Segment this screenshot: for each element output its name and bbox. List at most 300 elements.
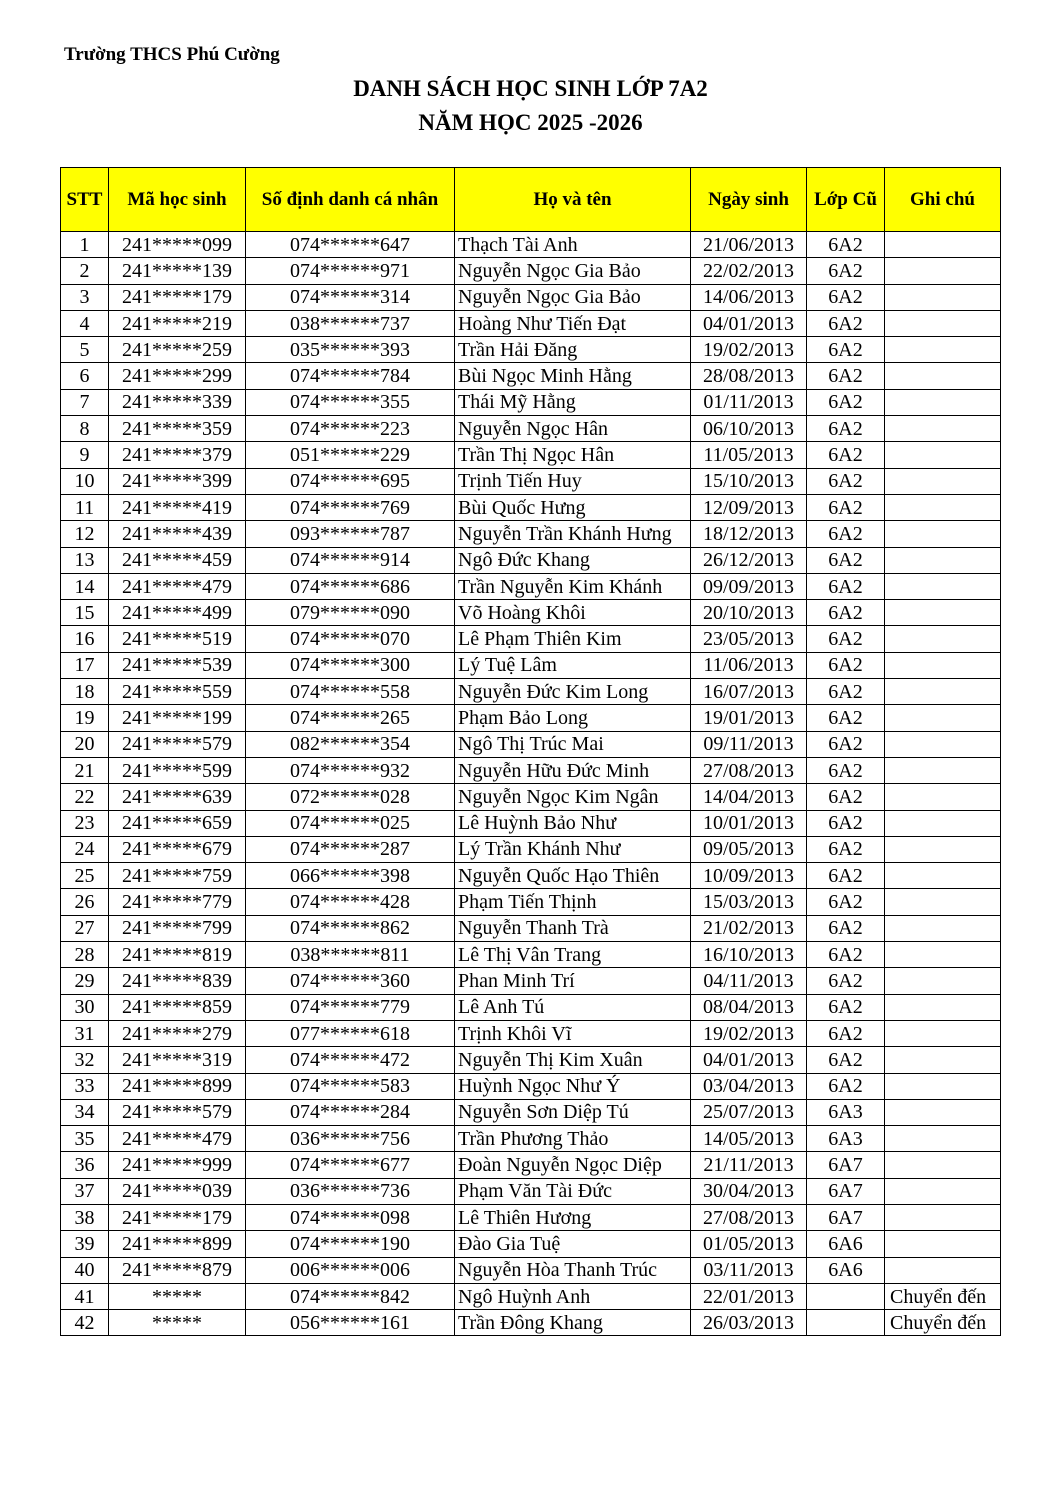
cell-full-name: Lê Thị Vân Trang: [455, 942, 691, 968]
cell-personal-id: 074******695: [246, 468, 455, 494]
cell-note: [885, 416, 1001, 442]
cell-stt: 23: [61, 810, 109, 836]
table-row: [61, 810, 1001, 836]
cell-stt: 28: [61, 942, 109, 968]
cell-full-name: Ngô Huỳnh Anh: [455, 1283, 691, 1309]
cell-personal-id: 074******686: [246, 573, 455, 599]
cell-stt: 19: [61, 705, 109, 731]
cell-full-name: Nguyễn Hữu Đức Minh: [455, 757, 691, 783]
table-row: [61, 389, 1001, 415]
cell-note: [885, 1152, 1001, 1178]
cell-birth-date: 01/05/2013: [691, 1231, 807, 1257]
cell-stt: 16: [61, 626, 109, 652]
cell-old-class: 6A7: [807, 1204, 885, 1230]
cell-birth-date: 21/02/2013: [691, 915, 807, 941]
cell-stt: 35: [61, 1126, 109, 1152]
cell-full-name: Đào Gia Tuệ: [455, 1231, 691, 1257]
cell-note: [885, 705, 1001, 731]
cell-old-class: 6A2: [807, 863, 885, 889]
cell-stt: 12: [61, 521, 109, 547]
table-row: [61, 284, 1001, 310]
table-row: [61, 442, 1001, 468]
cell-stt: 42: [61, 1310, 109, 1336]
table-row: [61, 679, 1001, 705]
table-row: [61, 757, 1001, 783]
cell-personal-id: 074******428: [246, 889, 455, 915]
cell-stt: 6: [61, 363, 109, 389]
cell-note: [885, 1178, 1001, 1204]
cell-birth-date: 16/07/2013: [691, 679, 807, 705]
cell-stt: 26: [61, 889, 109, 915]
cell-student-code: 241*****319: [109, 1047, 246, 1073]
cell-student-code: 241*****279: [109, 1020, 246, 1046]
cell-full-name: Trần Đông Khang: [455, 1310, 691, 1336]
table-row: [61, 1257, 1001, 1283]
cell-student-code: *****: [109, 1310, 246, 1336]
cell-old-class: 6A2: [807, 757, 885, 783]
cell-student-code: 241*****179: [109, 284, 246, 310]
cell-personal-id: 074******472: [246, 1047, 455, 1073]
cell-full-name: Hoàng Như Tiến Đạt: [455, 310, 691, 336]
table-row: [61, 363, 1001, 389]
cell-note: [885, 337, 1001, 363]
table-row: [61, 1152, 1001, 1178]
cell-full-name: Phạm Bảo Long: [455, 705, 691, 731]
table-row: [61, 915, 1001, 941]
cell-student-code: 241*****219: [109, 310, 246, 336]
cell-note: [885, 258, 1001, 284]
cell-personal-id: 036******736: [246, 1178, 455, 1204]
table-row: [61, 705, 1001, 731]
cell-student-code: 241*****479: [109, 573, 246, 599]
cell-full-name: Đoàn Nguyễn Ngọc Diệp: [455, 1152, 691, 1178]
table-row: [61, 310, 1001, 336]
table-row: [61, 942, 1001, 968]
cell-birth-date: 09/05/2013: [691, 836, 807, 862]
cell-note: [885, 1204, 1001, 1230]
cell-full-name: Trần Hải Đăng: [455, 337, 691, 363]
cell-note: [885, 521, 1001, 547]
cell-birth-date: 11/05/2013: [691, 442, 807, 468]
cell-note: [885, 389, 1001, 415]
cell-personal-id: 066******398: [246, 863, 455, 889]
cell-full-name: Trịnh Tiến Huy: [455, 468, 691, 494]
cell-student-code: 241*****419: [109, 494, 246, 520]
cell-student-code: 241*****859: [109, 994, 246, 1020]
cell-birth-date: 06/10/2013: [691, 416, 807, 442]
cell-personal-id: 051******229: [246, 442, 455, 468]
cell-birth-date: 03/11/2013: [691, 1257, 807, 1283]
table-row: [61, 731, 1001, 757]
cell-full-name: Phan Minh Trí: [455, 968, 691, 994]
cell-note: [885, 1073, 1001, 1099]
table-row: [61, 994, 1001, 1020]
cell-student-code: 241*****759: [109, 863, 246, 889]
cell-birth-date: 21/06/2013: [691, 232, 807, 258]
cell-personal-id: 079******090: [246, 600, 455, 626]
cell-student-code: 241*****539: [109, 652, 246, 678]
cell-personal-id: 074******769: [246, 494, 455, 520]
cell-student-code: 241*****839: [109, 968, 246, 994]
cell-full-name: Trần Phương Thảo: [455, 1126, 691, 1152]
cell-note: [885, 468, 1001, 494]
table-row: [61, 1283, 1001, 1309]
cell-personal-id: 074******583: [246, 1073, 455, 1099]
cell-student-code: 241*****559: [109, 679, 246, 705]
cell-note: [885, 232, 1001, 258]
cell-stt: 17: [61, 652, 109, 678]
cell-note: [885, 1126, 1001, 1152]
cell-stt: 3: [61, 284, 109, 310]
cell-full-name: Nguyễn Ngọc Gia Bảo: [455, 258, 691, 284]
cell-student-code: 241*****659: [109, 810, 246, 836]
cell-student-code: 241*****579: [109, 731, 246, 757]
cell-old-class: 6A2: [807, 389, 885, 415]
cell-personal-id: 072******028: [246, 784, 455, 810]
cell-student-code: 241*****139: [109, 258, 246, 284]
cell-stt: 41: [61, 1283, 109, 1309]
cell-birth-date: 04/01/2013: [691, 310, 807, 336]
cell-personal-id: 074******098: [246, 1204, 455, 1230]
cell-birth-date: 27/08/2013: [691, 757, 807, 783]
cell-personal-id: 074******862: [246, 915, 455, 941]
table-row: [61, 573, 1001, 599]
cell-personal-id: 074******932: [246, 757, 455, 783]
cell-stt: 5: [61, 337, 109, 363]
school-year-title: NĂM HỌC 2025 -2026: [418, 110, 643, 135]
cell-stt: 31: [61, 1020, 109, 1046]
cell-full-name: Huỳnh Ngọc Như Ý: [455, 1073, 691, 1099]
cell-old-class: 6A3: [807, 1126, 885, 1152]
header-stt: STT: [61, 168, 109, 232]
cell-full-name: Lê Thiên Hương: [455, 1204, 691, 1230]
cell-birth-date: 20/10/2013: [691, 600, 807, 626]
cell-stt: 20: [61, 731, 109, 757]
cell-stt: 40: [61, 1257, 109, 1283]
cell-birth-date: 01/11/2013: [691, 389, 807, 415]
cell-student-code: 241*****379: [109, 442, 246, 468]
cell-full-name: Ngô Đức Khang: [455, 547, 691, 573]
cell-birth-date: 19/02/2013: [691, 337, 807, 363]
cell-birth-date: 08/04/2013: [691, 994, 807, 1020]
cell-birth-date: 14/04/2013: [691, 784, 807, 810]
cell-birth-date: 22/01/2013: [691, 1283, 807, 1309]
cell-birth-date: 19/01/2013: [691, 705, 807, 731]
cell-student-code: 241*****819: [109, 942, 246, 968]
cell-student-code: 241*****359: [109, 416, 246, 442]
cell-full-name: Bùi Ngọc Minh Hằng: [455, 363, 691, 389]
cell-stt: 9: [61, 442, 109, 468]
table-row: [61, 1178, 1001, 1204]
cell-note: [885, 573, 1001, 599]
header-old-class: Lớp Cũ: [807, 168, 885, 232]
cell-stt: 29: [61, 968, 109, 994]
cell-full-name: Nguyễn Quốc Hạo Thiên: [455, 863, 691, 889]
cell-note: Chuyển đến: [885, 1310, 1001, 1336]
cell-stt: 4: [61, 310, 109, 336]
table-row: [61, 232, 1001, 258]
cell-note: [885, 731, 1001, 757]
cell-birth-date: 26/12/2013: [691, 547, 807, 573]
cell-stt: 32: [61, 1047, 109, 1073]
cell-old-class: 6A2: [807, 1020, 885, 1046]
cell-birth-date: 25/07/2013: [691, 1099, 807, 1125]
table-row: [61, 1020, 1001, 1046]
header-birth-date: Ngày sinh: [691, 168, 807, 232]
cell-note: Chuyển đến: [885, 1283, 1001, 1309]
cell-personal-id: 074******300: [246, 652, 455, 678]
cell-student-code: 241*****439: [109, 521, 246, 547]
cell-full-name: Phạm Văn Tài Đức: [455, 1178, 691, 1204]
cell-old-class: 6A2: [807, 468, 885, 494]
cell-full-name: Nguyễn Ngọc Gia Bảo: [455, 284, 691, 310]
cell-full-name: Thái Mỹ Hằng: [455, 389, 691, 415]
table-row: [61, 1204, 1001, 1230]
table-row: [61, 1231, 1001, 1257]
cell-note: [885, 547, 1001, 573]
cell-note: [885, 652, 1001, 678]
cell-student-code: 241*****519: [109, 626, 246, 652]
cell-old-class: 6A2: [807, 731, 885, 757]
cell-student-code: 241*****779: [109, 889, 246, 915]
cell-student-code: 241*****799: [109, 915, 246, 941]
cell-old-class: 6A2: [807, 968, 885, 994]
cell-full-name: Lý Tuệ Lâm: [455, 652, 691, 678]
cell-stt: 14: [61, 573, 109, 599]
table-row: [61, 1099, 1001, 1125]
cell-stt: 21: [61, 757, 109, 783]
cell-personal-id: 006******006: [246, 1257, 455, 1283]
cell-birth-date: 11/06/2013: [691, 652, 807, 678]
table-row: [61, 1126, 1001, 1152]
cell-student-code: 241*****899: [109, 1231, 246, 1257]
cell-personal-id: 056******161: [246, 1310, 455, 1336]
cell-personal-id: 074******314: [246, 284, 455, 310]
cell-student-code: 241*****099: [109, 232, 246, 258]
cell-note: [885, 968, 1001, 994]
cell-personal-id: 035******393: [246, 337, 455, 363]
cell-birth-date: 15/03/2013: [691, 889, 807, 915]
school-name: Trường THCS Phú Cường: [64, 44, 280, 65]
cell-note: [885, 810, 1001, 836]
cell-note: [885, 442, 1001, 468]
table-row: [61, 863, 1001, 889]
cell-birth-date: 26/03/2013: [691, 1310, 807, 1336]
cell-old-class: 6A2: [807, 652, 885, 678]
cell-stt: 38: [61, 1204, 109, 1230]
cell-old-class: 6A2: [807, 573, 885, 599]
cell-student-code: 241*****199: [109, 705, 246, 731]
cell-old-class: 6A2: [807, 836, 885, 862]
cell-full-name: Lê Anh Tú: [455, 994, 691, 1020]
cell-old-class: 6A2: [807, 547, 885, 573]
cell-personal-id: 074******784: [246, 363, 455, 389]
table-row: [61, 494, 1001, 520]
cell-note: [885, 310, 1001, 336]
cell-old-class: 6A2: [807, 705, 885, 731]
cell-stt: 39: [61, 1231, 109, 1257]
table-header-row: [61, 168, 1001, 232]
cell-stt: 24: [61, 836, 109, 862]
table-row: [61, 1310, 1001, 1336]
cell-student-code: 241*****179: [109, 1204, 246, 1230]
cell-stt: 33: [61, 1073, 109, 1099]
cell-note: [885, 1257, 1001, 1283]
cell-birth-date: 15/10/2013: [691, 468, 807, 494]
cell-full-name: Phạm Tiến Thịnh: [455, 889, 691, 915]
cell-note: [885, 757, 1001, 783]
cell-stt: 37: [61, 1178, 109, 1204]
cell-student-code: 241*****039: [109, 1178, 246, 1204]
cell-old-class: [807, 1283, 885, 1309]
cell-student-code: *****: [109, 1283, 246, 1309]
cell-old-class: 6A2: [807, 363, 885, 389]
cell-full-name: Nguyễn Ngọc Kim Ngân: [455, 784, 691, 810]
cell-birth-date: 30/04/2013: [691, 1178, 807, 1204]
cell-birth-date: 12/09/2013: [691, 494, 807, 520]
cell-personal-id: 074******647: [246, 232, 455, 258]
cell-student-code: 241*****579: [109, 1099, 246, 1125]
cell-full-name: Lê Phạm Thiên Kim: [455, 626, 691, 652]
cell-full-name: Nguyễn Ngọc Hân: [455, 416, 691, 442]
cell-stt: 2: [61, 258, 109, 284]
cell-birth-date: 04/11/2013: [691, 968, 807, 994]
cell-note: [885, 626, 1001, 652]
cell-note: [885, 942, 1001, 968]
header-note: Ghi chú: [885, 168, 1001, 232]
table-row: [61, 468, 1001, 494]
cell-birth-date: 19/02/2013: [691, 1020, 807, 1046]
cell-old-class: 6A2: [807, 337, 885, 363]
cell-old-class: 6A3: [807, 1099, 885, 1125]
cell-student-code: 241*****639: [109, 784, 246, 810]
cell-note: [885, 1047, 1001, 1073]
cell-note: [885, 994, 1001, 1020]
cell-birth-date: 14/05/2013: [691, 1126, 807, 1152]
table-row: [61, 626, 1001, 652]
cell-personal-id: 074******558: [246, 679, 455, 705]
cell-birth-date: 23/05/2013: [691, 626, 807, 652]
table-row: [61, 416, 1001, 442]
table-row: [61, 652, 1001, 678]
cell-student-code: 241*****499: [109, 600, 246, 626]
cell-stt: 22: [61, 784, 109, 810]
header-full-name: Họ và tên: [455, 168, 691, 232]
header-student-code: Mã học sinh: [109, 168, 246, 232]
cell-note: [885, 863, 1001, 889]
cell-stt: 30: [61, 994, 109, 1020]
cell-note: [885, 889, 1001, 915]
table-row: [61, 889, 1001, 915]
cell-note: [885, 363, 1001, 389]
cell-personal-id: 077******618: [246, 1020, 455, 1046]
cell-personal-id: 074******842: [246, 1283, 455, 1309]
cell-old-class: 6A2: [807, 942, 885, 968]
cell-student-code: 241*****679: [109, 836, 246, 862]
cell-student-code: 241*****879: [109, 1257, 246, 1283]
cell-birth-date: 09/09/2013: [691, 573, 807, 599]
cell-personal-id: 074******360: [246, 968, 455, 994]
cell-student-code: 241*****299: [109, 363, 246, 389]
cell-old-class: 6A2: [807, 284, 885, 310]
cell-full-name: Ngô Thị Trúc Mai: [455, 731, 691, 757]
cell-note: [885, 784, 1001, 810]
table-row: [61, 836, 1001, 862]
cell-student-code: 241*****399: [109, 468, 246, 494]
cell-old-class: 6A2: [807, 1073, 885, 1099]
cell-note: [885, 915, 1001, 941]
cell-old-class: 6A2: [807, 232, 885, 258]
cell-full-name: Nguyễn Thị Kim Xuân: [455, 1047, 691, 1073]
cell-personal-id: 038******811: [246, 942, 455, 968]
cell-old-class: 6A6: [807, 1257, 885, 1283]
header-personal-id: Số định danh cá nhân: [246, 168, 455, 232]
cell-old-class: 6A2: [807, 416, 885, 442]
cell-stt: 25: [61, 863, 109, 889]
cell-birth-date: 14/06/2013: [691, 284, 807, 310]
cell-stt: 18: [61, 679, 109, 705]
cell-old-class: 6A2: [807, 442, 885, 468]
cell-student-code: 241*****999: [109, 1152, 246, 1178]
cell-old-class: 6A2: [807, 600, 885, 626]
cell-stt: 27: [61, 915, 109, 941]
cell-note: [885, 600, 1001, 626]
cell-birth-date: 10/01/2013: [691, 810, 807, 836]
cell-student-code: 241*****899: [109, 1073, 246, 1099]
cell-personal-id: 038******737: [246, 310, 455, 336]
cell-note: [885, 494, 1001, 520]
cell-old-class: 6A2: [807, 494, 885, 520]
cell-birth-date: 28/08/2013: [691, 363, 807, 389]
cell-birth-date: 22/02/2013: [691, 258, 807, 284]
cell-old-class: 6A2: [807, 784, 885, 810]
cell-full-name: Nguyễn Sơn Diệp Tú: [455, 1099, 691, 1125]
cell-personal-id: 036******756: [246, 1126, 455, 1152]
cell-old-class: 6A2: [807, 1047, 885, 1073]
cell-note: [885, 1020, 1001, 1046]
cell-personal-id: 074******677: [246, 1152, 455, 1178]
cell-full-name: Trần Thị Ngọc Hân: [455, 442, 691, 468]
cell-personal-id: 074******265: [246, 705, 455, 731]
table-row: [61, 547, 1001, 573]
cell-old-class: 6A2: [807, 994, 885, 1020]
document-title: DANH SÁCH HỌC SINH LỚP 7A2: [353, 76, 708, 101]
cell-full-name: Lê Huỳnh Bảo Như: [455, 810, 691, 836]
cell-full-name: Trần Nguyễn Kim Khánh: [455, 573, 691, 599]
cell-full-name: Bùi Quốc Hưng: [455, 494, 691, 520]
cell-personal-id: 074******070: [246, 626, 455, 652]
cell-personal-id: 074******914: [246, 547, 455, 573]
table-row: [61, 337, 1001, 363]
cell-stt: 8: [61, 416, 109, 442]
cell-personal-id: 093******787: [246, 521, 455, 547]
cell-old-class: [807, 1310, 885, 1336]
cell-personal-id: 074******779: [246, 994, 455, 1020]
cell-full-name: Võ Hoàng Khôi: [455, 600, 691, 626]
cell-birth-date: 16/10/2013: [691, 942, 807, 968]
cell-stt: 10: [61, 468, 109, 494]
cell-birth-date: 04/01/2013: [691, 1047, 807, 1073]
cell-stt: 1: [61, 232, 109, 258]
cell-note: [885, 1099, 1001, 1125]
cell-stt: 36: [61, 1152, 109, 1178]
cell-old-class: 6A2: [807, 889, 885, 915]
table-row: [61, 258, 1001, 284]
cell-stt: 13: [61, 547, 109, 573]
cell-old-class: 6A2: [807, 915, 885, 941]
cell-personal-id: 074******355: [246, 389, 455, 415]
cell-stt: 34: [61, 1099, 109, 1125]
